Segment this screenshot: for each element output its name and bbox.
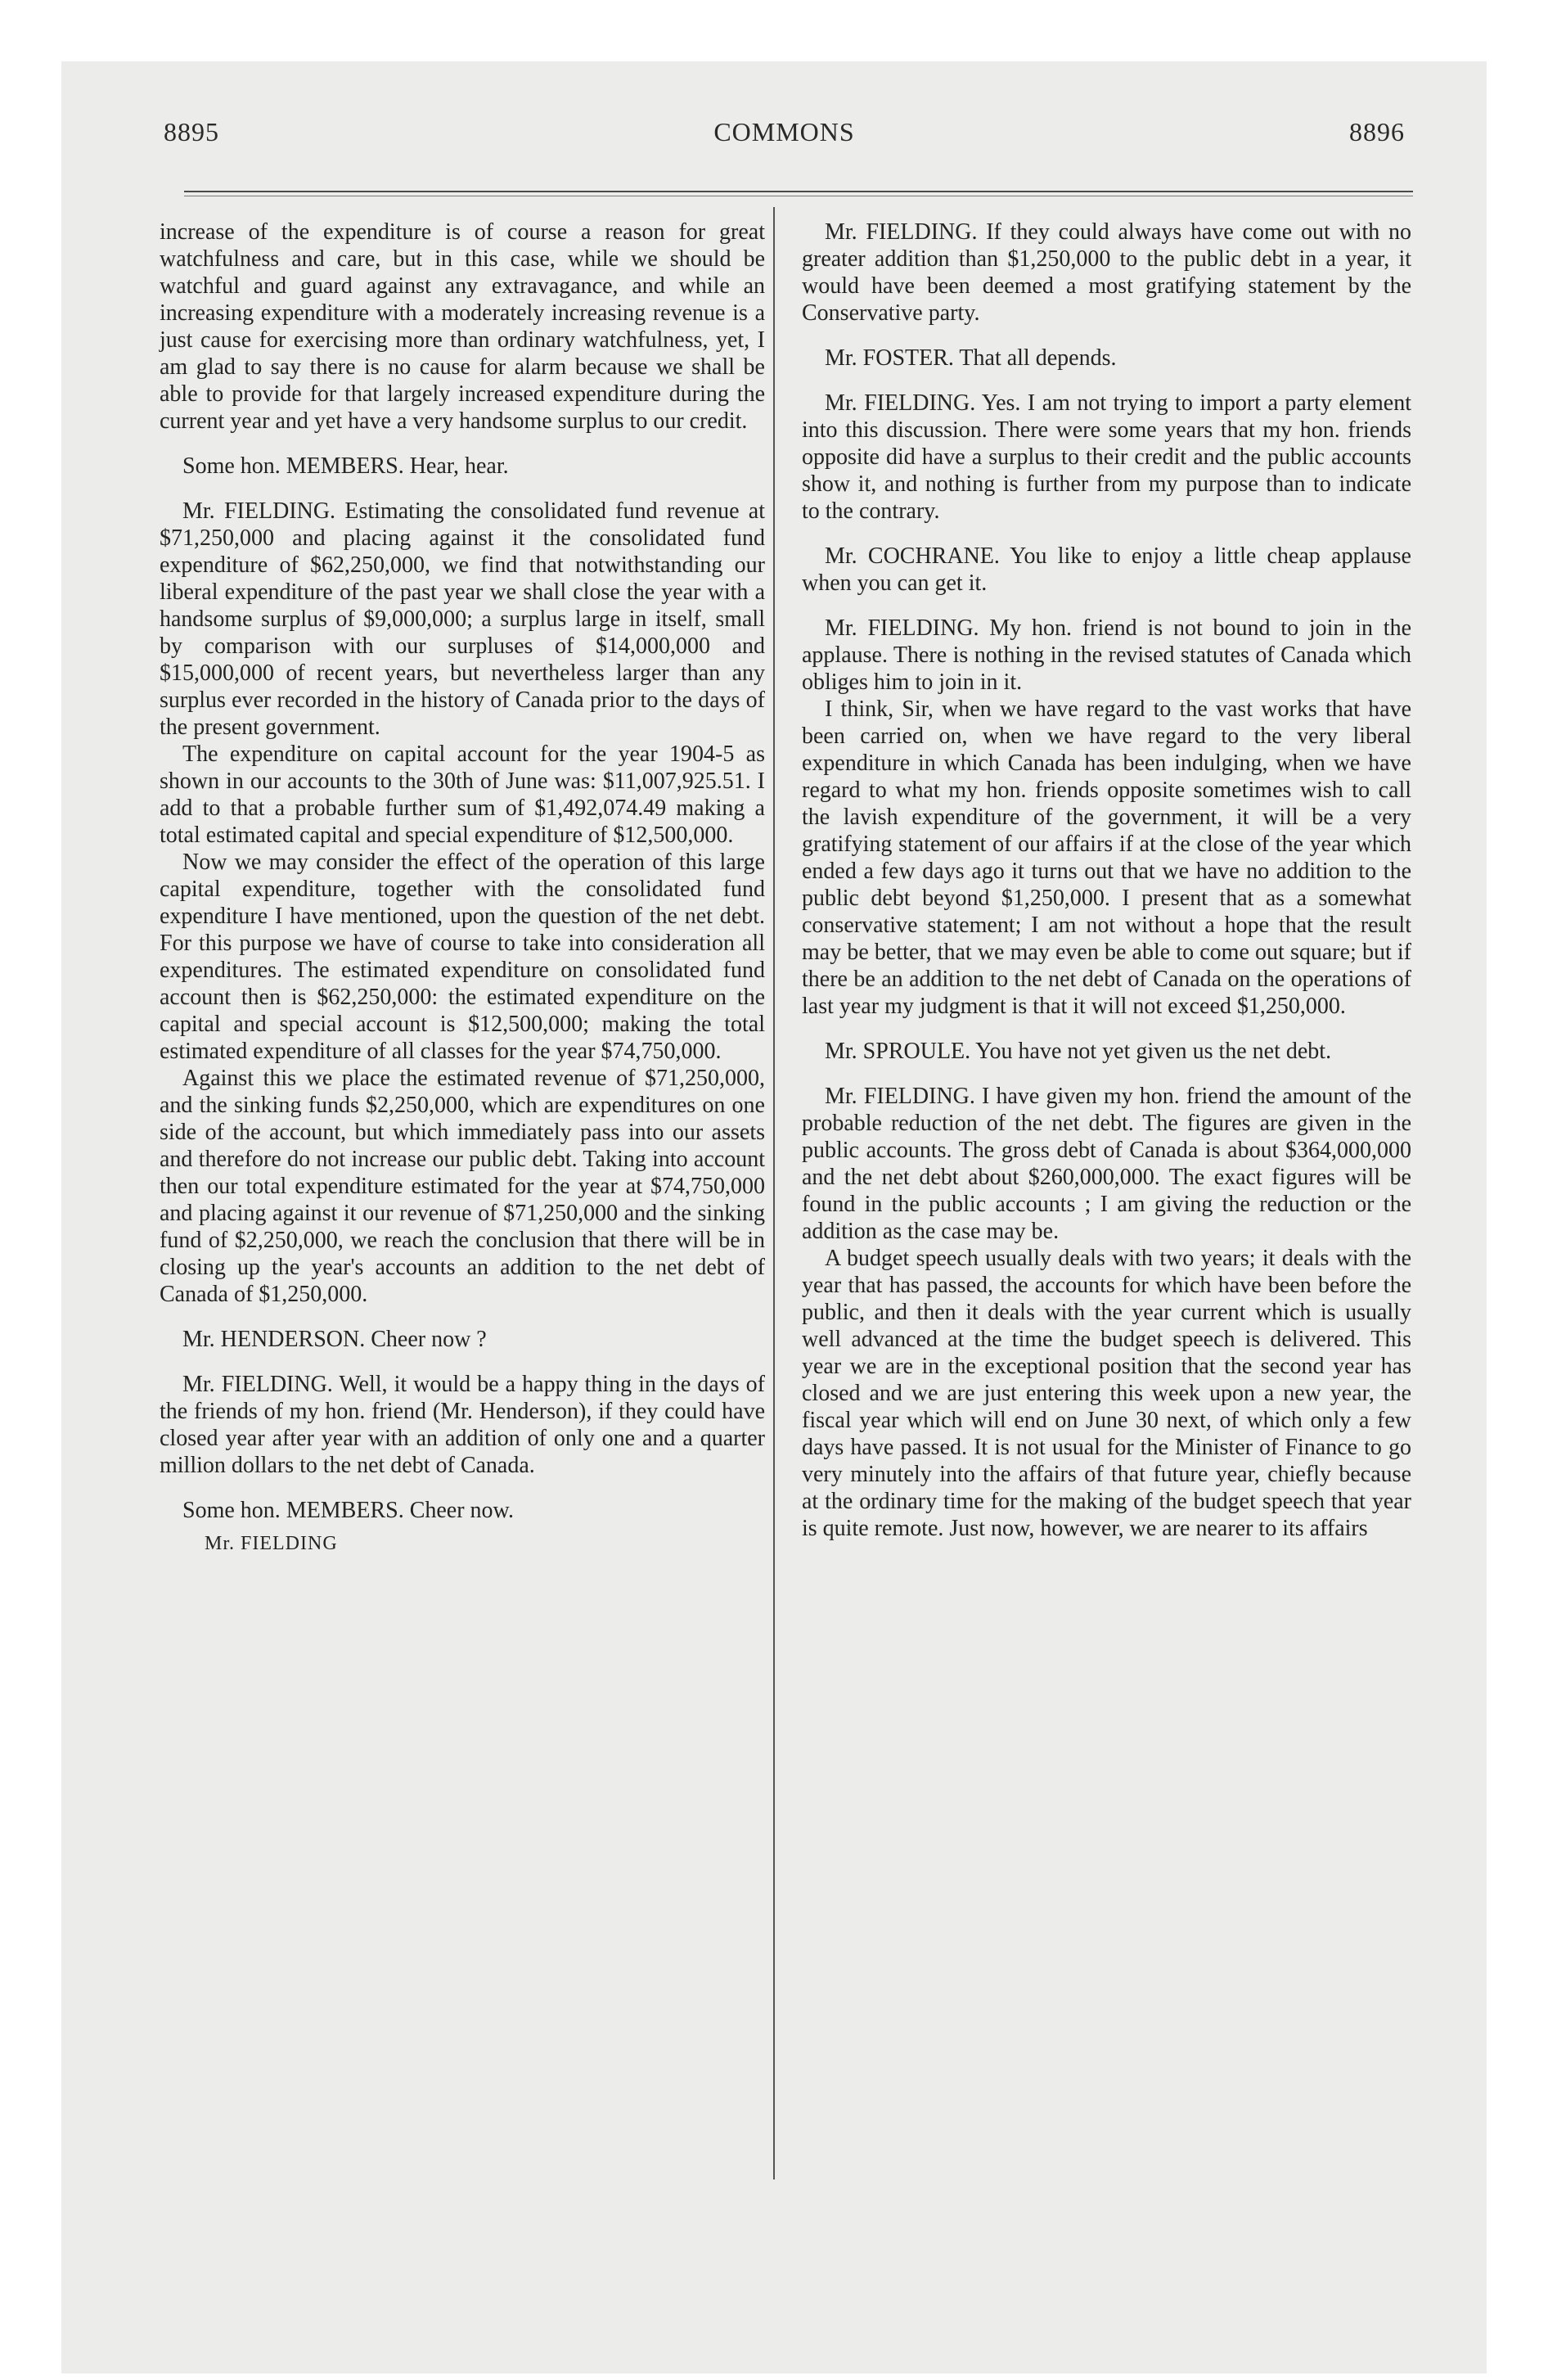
paragraph: The expenditure on capital account for the year 1904-5 as shown in our accounts to the 30th of June was: $11,007,925.51. I add to that a probable further sum of $1,492,074.49 making a total estimated capital and special expenditure of $12,500,000.	[160, 741, 765, 848]
column-divider	[773, 207, 775, 2179]
running-header	[164, 117, 1405, 156]
scanned-page	[61, 61, 1487, 2373]
right-column	[802, 219, 1411, 1542]
paragraph: Mr. FIELDING. Yes. I am not trying to import a party element into this discussion. There were some years that my hon. friends opposite did have a surplus to their credit and the public accounts show it, and nothing is further from my purpose than to indicate to the contrary.	[802, 390, 1411, 524]
paragraph: Some hon. MEMBERS. Cheer now.	[182, 1498, 514, 1523]
paragraph: Mr. SPROULE. You have not yet given us the net debt.	[825, 1039, 1332, 1064]
right-page-number: 8896	[1349, 117, 1405, 146]
paragraph: Mr. FIELDING. I have given my hon. friend the amount of the probable reduction of the net debt. The figures are given in the public accounts. The gross debt of Canada is about $364,000,000 and the net debt about $260,000,000. The exact figures will be found in the public accounts ; I am giving the reduction or the addition as the case may be.	[802, 1084, 1411, 1244]
paragraph: Mr. FIELDING. My hon. friend is not bound to join in the applause. There is nothing in the revised statutes of Canada which obliges him to join in it.	[802, 615, 1411, 695]
paragraph: Mr. FIELDING. Well, it would be a happy thing in the days of the friends of my hon. friend (Mr. Henderson), if they could have closed year after year with an addition of only one and a quarter million dollars to the net debt of Canada.	[160, 1372, 765, 1478]
paragraph: A budget speech usually deals with two years; it deals with the year that has passed, the accounts for which have been before the public, and then it deals with the year current which is usually well advanced at the time the budget speech is delivered. This year we are in the exceptional position that the second year has closed and we are just entering this week upon a new year, the fiscal year which will end on June 30 next, of which only a few days have passed. It is not usual for the Minister of Finance to go very minutely into the affairs of that future year, chiefly because at the ordinary time for the making of the budget speech that year is quite remote. Just now, however, we are nearer to its affairs	[802, 1246, 1411, 1541]
paragraph: Mr. HENDERSON. Cheer now ?	[182, 1327, 487, 1352]
paragraph: I think, Sir, when we have regard to the vast works that have been carried on, when we have regard to the very liberal expenditure in which Canada has been indulging, when we have regard to what my hon. friends opposite sometimes wish to call the lavish expenditure of the government, it will be a very gratifying statement of our affairs if at the close of the year which ended a few days ago it turns out that we have no addition to the public debt beyond $1,250,000. I present that as a somewhat conservative statement; I am not without a hope that the result may be better, that we may even be able to come out square; but if there be an addition to the net debt of Canada on the operations of last year my judgment is that it will not exceed $1,250,000.	[802, 696, 1411, 1019]
paragraph: Against this we place the estimated revenue of $71,250,000, and the sinking funds $2,250,000, which are expenditures on one side of the account, but which immediately pass into our assets and therefore do not increase our public debt. Taking into account then our total expenditure estimated for the year at $74,750,000 and placing against it our revenue of $71,250,000 and the sinking fund of $2,250,000, we reach the conclusion that there will be in closing up the year's accounts an addition to the net debt of Canada of $1,250,000.	[160, 1066, 765, 1307]
paragraph: Mr. FIELDING. If they could always have come out with no greater addition than $1,250,000 to the public debt in a year, it would have been deemed a most gratifying statement by the Conservative party.	[802, 219, 1411, 326]
left-page-number: 8895	[164, 117, 219, 146]
paragraph: Mr. FIELDING. Estimating the consolidated fund revenue at $71,250,000 and placing against it the consolidated fund expenditure of $62,250,000, we find that notwithstanding our liberal expenditure of the past year we shall close the year with a handsome surplus of $9,000,000; a surplus large in itself, small by comparison with our surpluses of $14,000,000 and $15,000,000 of recent years, but nevertheless larger than any surplus ever recorded in the history of Canada prior to the days of the present government.	[160, 498, 765, 740]
left-column	[160, 219, 765, 1557]
header-rule	[184, 191, 1413, 192]
header-title: COMMONS	[713, 117, 855, 146]
paragraph: increase of the expenditure is of course a reason for great watchfulness and care, but in this case, while we should be watchful and guard against any extravagance, and while an increasing expenditure with a moderately increasing revenue is a just cause for exercising more than ordinary watchfulness, yet, I am glad to say there is no cause for alarm because we shall be able to provide for that largely increased expenditure during the current year and yet have a very handsome surplus to our credit.	[160, 219, 765, 434]
paragraph: Now we may consider the effect of the operation of this large capital expenditure, together with the consolidated fund expenditure I have mentioned, upon the question of the net debt. For this purpose we have of course to take into consideration all expenditures. The estimated expenditure on consolidated fund account then is $62,250,000: the estimated expenditure on the capital and special account is $12,500,000; making the total estimated expenditure of all classes for the year $74,750,000.	[160, 850, 765, 1064]
paragraph: Some hon. MEMBERS. Hear, hear.	[182, 453, 509, 479]
page	[61, 61, 1487, 2373]
catchword: Mr. FIELDING	[205, 1533, 338, 1554]
paragraph: Mr. COCHRANE. You like to enjoy a little cheap applause when you can get it.	[802, 543, 1411, 596]
paragraph: Mr. FOSTER. That all depends.	[825, 345, 1117, 371]
